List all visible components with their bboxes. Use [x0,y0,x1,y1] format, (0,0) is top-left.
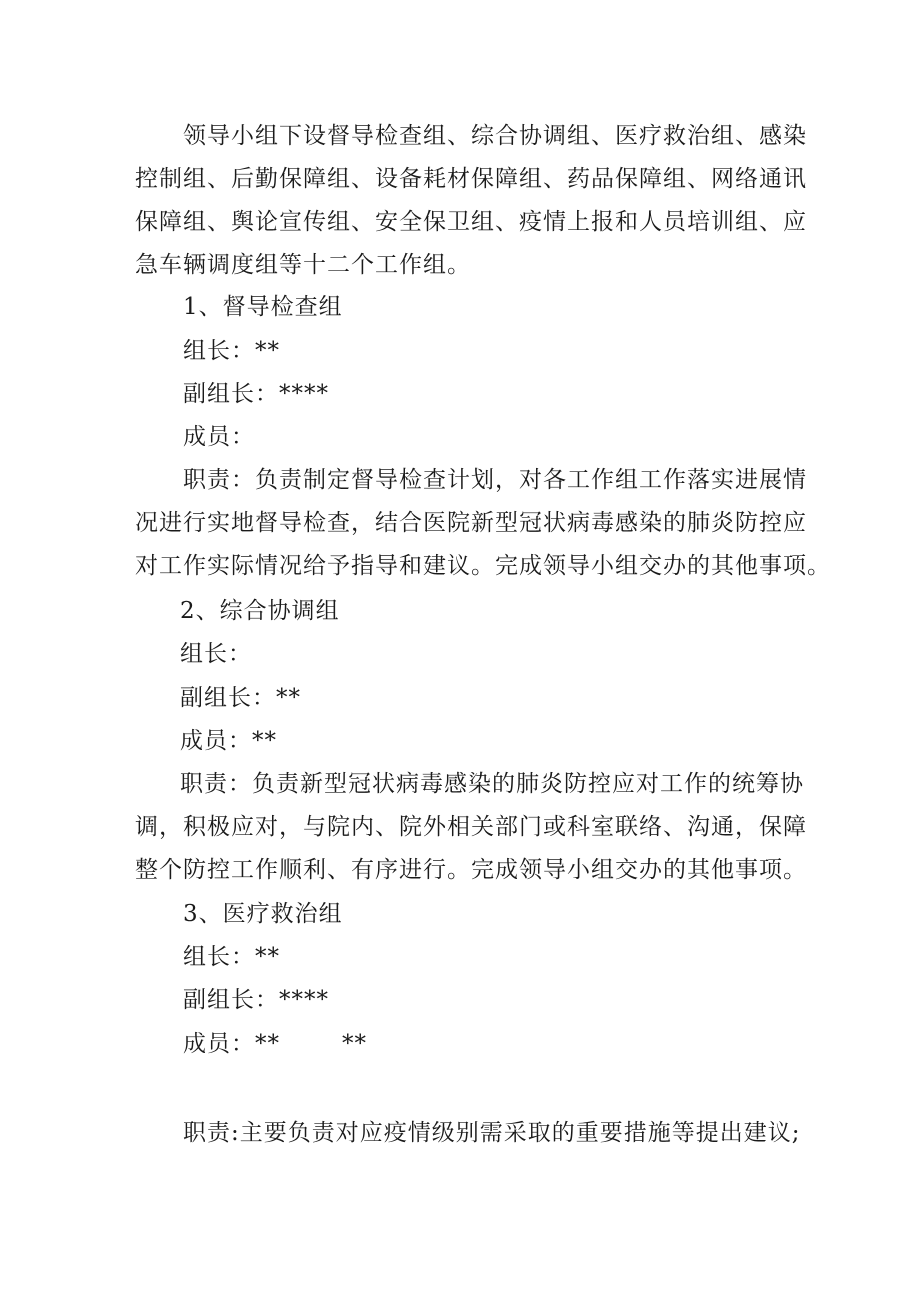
group2-heading: 2、综合协调组 [180,598,340,624]
group2-deputy: 副组长：** [180,685,301,711]
group1-duty-line-1: 职责：负责制定督导检查计划，对各工作组工作落实进展情 [183,467,807,493]
group1-heading: 1、督导检查组 [183,294,343,320]
group1-leader: 组长：** [183,338,280,364]
intro-line-3: 保障组、舆论宣传组、安全保卫组、疫情上报和人员培训组、应 [135,209,807,235]
group3-members-a: 成员：** [183,1031,280,1057]
group1-duty-line-2: 况进行实地督导检查，结合医院新型冠状病毒感染的肺炎防控应 [135,510,807,536]
intro-line-4: 急车辆调度组等十二个工作组。 [135,252,471,278]
group3-members-b: ** [342,1031,367,1057]
group1-duty-line-3: 对工作实际情况给予指导和建议。完成领导小组交办的其他事项。 [135,553,831,579]
group3-deputy: 副组长：**** [183,987,329,1013]
group2-duty-line-3: 整个防控工作顺利、有序进行。完成领导小组交办的其他事项。 [135,857,807,883]
group3-members [183,1029,367,1059]
intro-line-1: 领导小组下设督导检查组、综合协调组、医疗救治组、感染 [183,123,807,149]
group2-leader: 组长： [180,641,252,667]
group3-leader: 组长：** [183,944,280,970]
group3-duty-line-1: 职责:主要负责对应疫情级别需采取的重要措施等提出建议; [183,1120,801,1146]
group1-deputy: 副组长：**** [183,381,329,407]
group2-members: 成员：** [180,728,277,754]
group2-duty-line-2: 调，积极应对，与院内、院外相关部门或科室联络、沟通，保障 [135,814,807,840]
intro-line-2: 控制组、后勤保障组、设备耗材保障组、药品保障组、网络通讯 [135,166,807,192]
group3-heading: 3、医疗救治组 [183,901,343,927]
group2-duty-line-1: 职责：负责新型冠状病毒感染的肺炎防控应对工作的统筹协 [180,771,804,797]
group1-members: 成员： [183,424,255,450]
